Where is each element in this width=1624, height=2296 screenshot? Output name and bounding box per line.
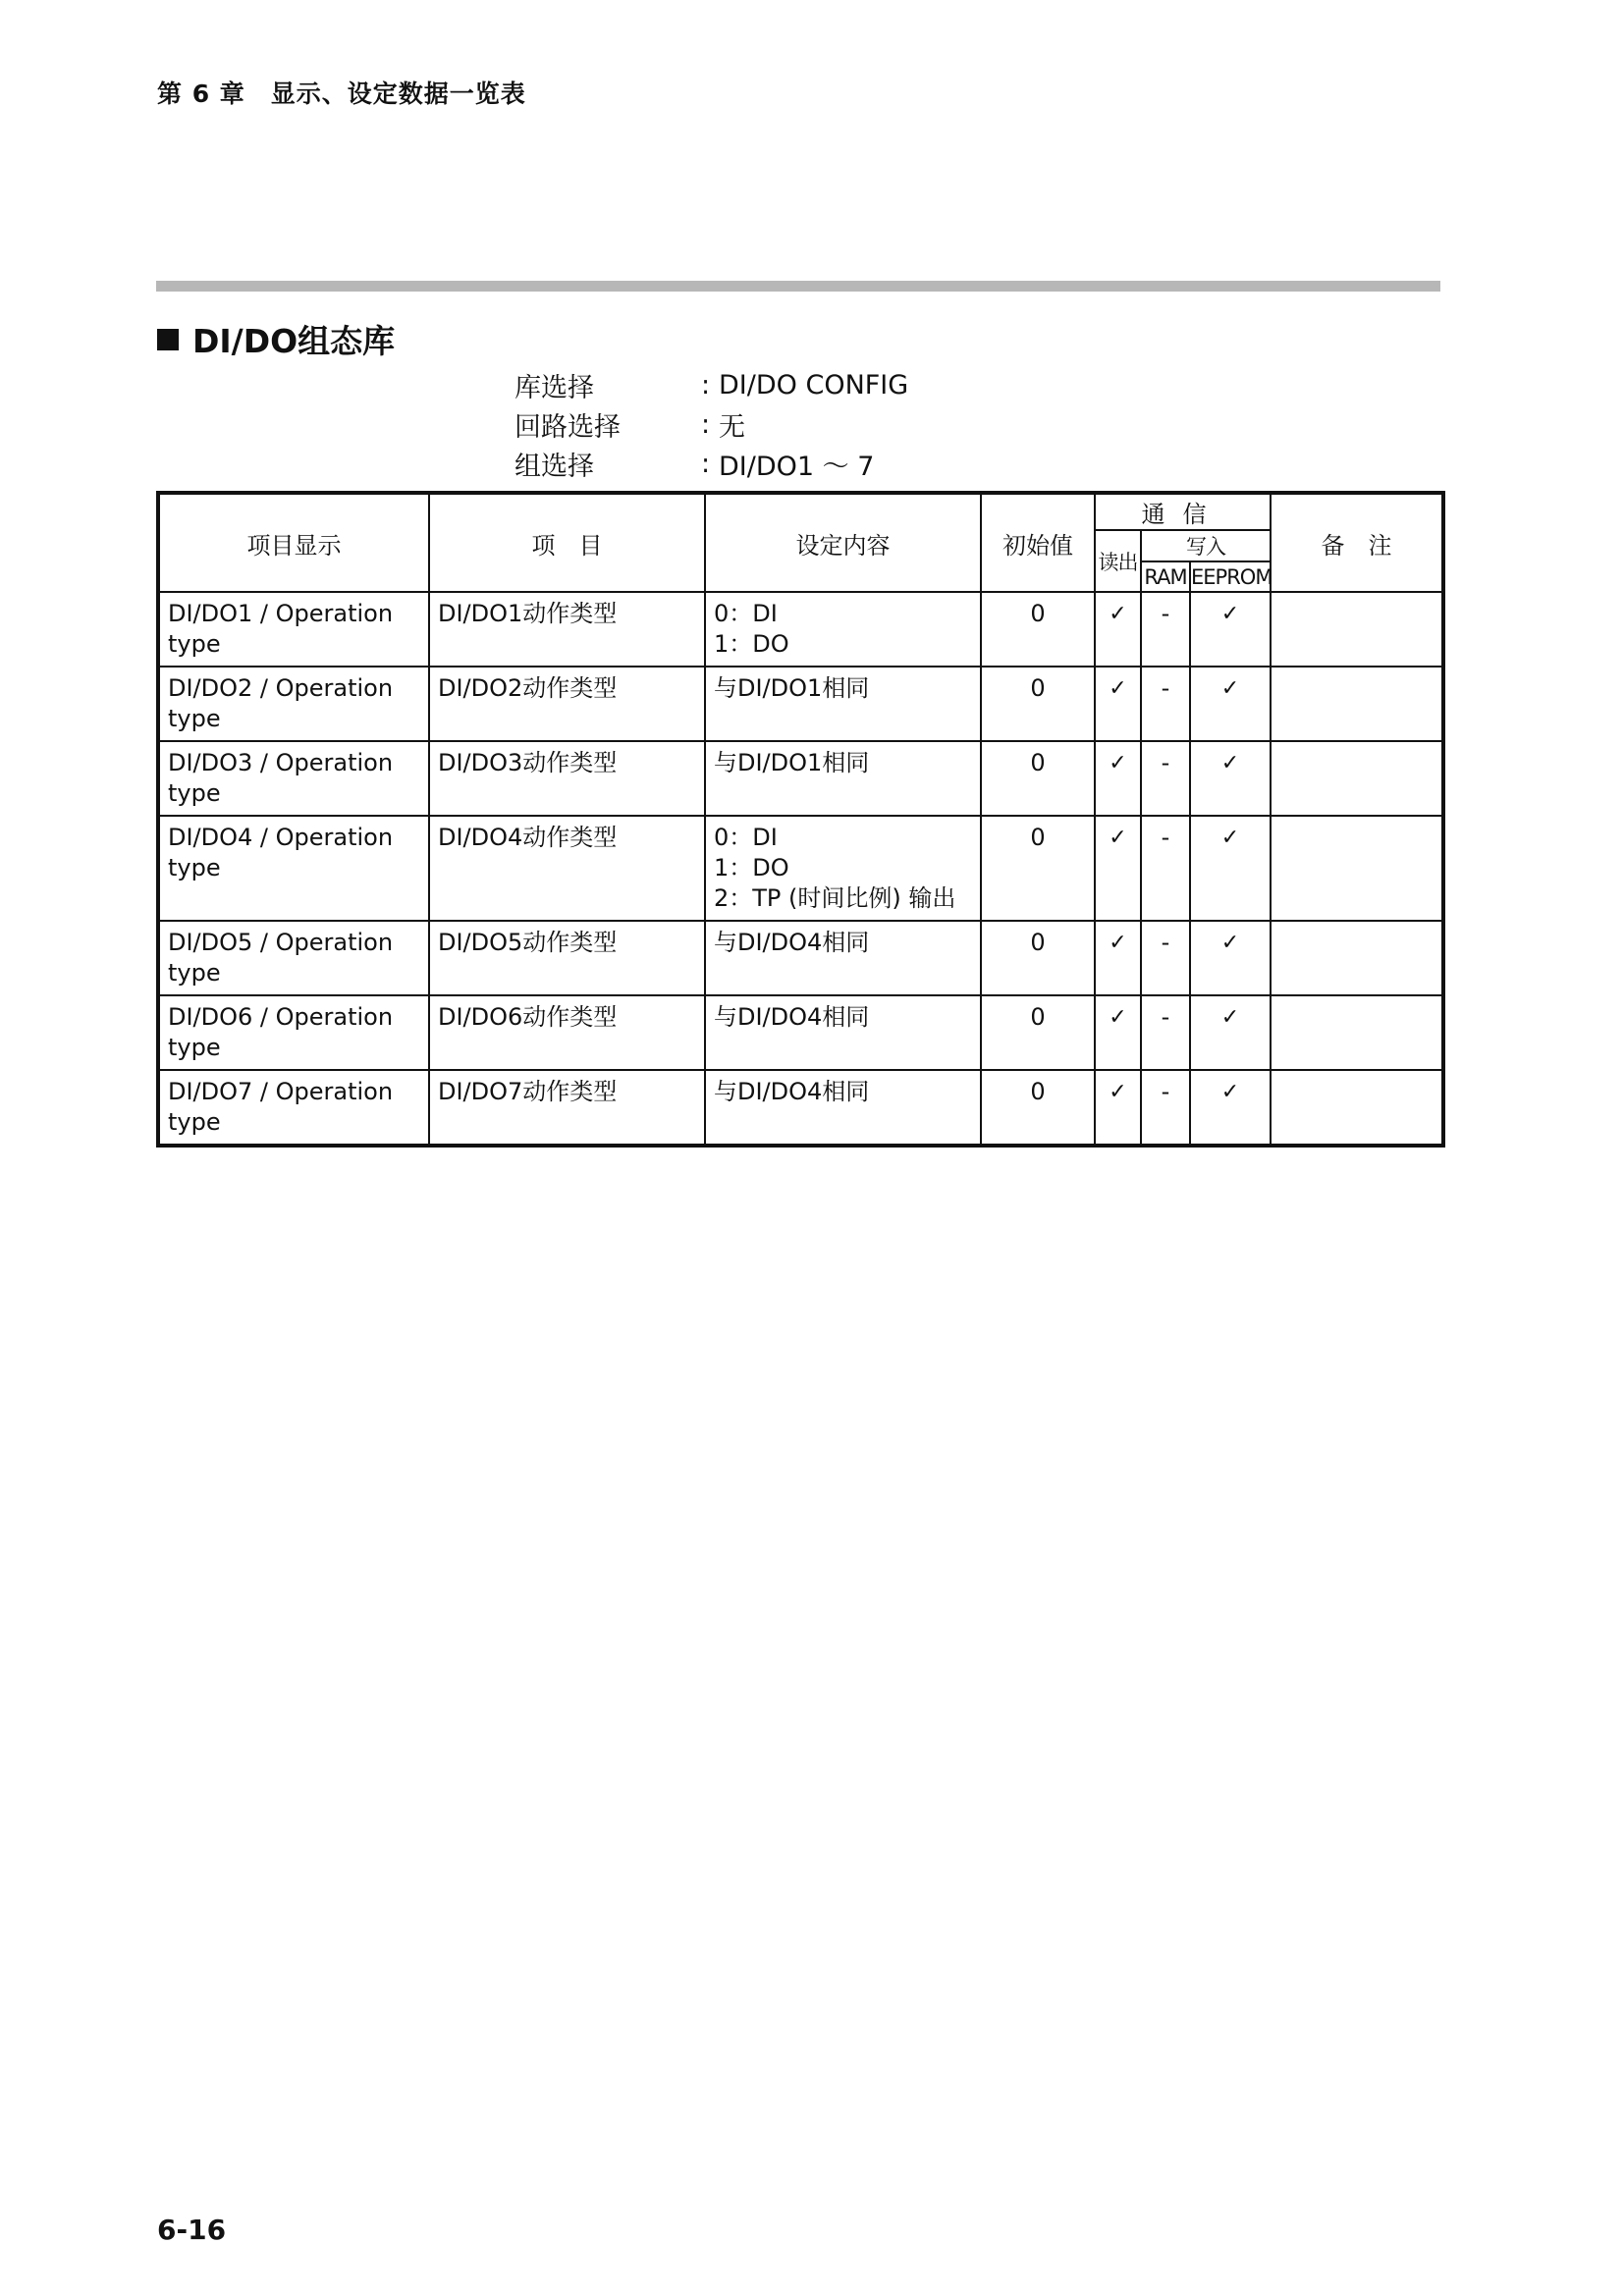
read-check-icon: ✓ xyxy=(1095,1070,1141,1146)
cell-initial: 0 xyxy=(981,816,1095,921)
cell-remark xyxy=(1271,816,1443,921)
cell-display-line: DI/DO2 / Operation xyxy=(168,674,394,702)
read-check-icon: ✓ xyxy=(1095,816,1141,921)
cell-display-line: DI/DO7 / Operation xyxy=(168,1078,394,1105)
section-divider xyxy=(156,281,1440,292)
cell-remark xyxy=(1271,995,1443,1070)
header-eeprom: EEPROM xyxy=(1190,561,1271,592)
cell-initial: 0 xyxy=(981,592,1095,667)
square-bullet-icon xyxy=(157,329,179,350)
read-check-icon: ✓ xyxy=(1095,995,1141,1070)
cell-content-line: 与DI/DO4相同 xyxy=(714,929,870,956)
table-row xyxy=(158,667,1443,741)
cell-display xyxy=(158,741,429,816)
table-row xyxy=(158,741,1443,816)
cell-content xyxy=(705,816,981,921)
meta-label: 回路选择 xyxy=(514,411,621,443)
cell-ram: - xyxy=(1141,816,1190,921)
cell-display-line: type xyxy=(168,779,221,807)
table-row xyxy=(158,1070,1443,1146)
header-write: 写入 xyxy=(1141,530,1271,561)
cell-ram: - xyxy=(1141,592,1190,667)
cell-ram: - xyxy=(1141,995,1190,1070)
cell-item: DI/DO5动作类型 xyxy=(429,921,705,995)
cell-remark xyxy=(1271,1070,1443,1146)
header-remark: 备 注 xyxy=(1271,493,1443,592)
cell-content-line: 0：DI xyxy=(714,824,778,851)
cell-content-line: 1：DO xyxy=(714,854,789,881)
cell-content-line: 与DI/DO4相同 xyxy=(714,1003,870,1031)
cell-initial: 0 xyxy=(981,1070,1095,1146)
cell-remark xyxy=(1271,741,1443,816)
header-initial: 初始值 xyxy=(981,493,1095,592)
header-ram: RAM xyxy=(1141,561,1190,592)
read-check-icon: ✓ xyxy=(1095,741,1141,816)
cell-display-line: type xyxy=(168,854,221,881)
cell-content xyxy=(705,592,981,667)
eeprom-check-icon: ✓ xyxy=(1190,667,1271,741)
eeprom-check-icon: ✓ xyxy=(1190,592,1271,667)
cell-display-line: DI/DO1 / Operation xyxy=(168,600,394,627)
cell-content xyxy=(705,921,981,995)
cell-content xyxy=(705,1070,981,1146)
eeprom-check-icon: ✓ xyxy=(1190,921,1271,995)
table-row xyxy=(158,816,1443,921)
config-table xyxy=(156,491,1445,1148)
cell-display-line: type xyxy=(168,1108,221,1136)
cell-content-line: 0：DI xyxy=(714,600,778,627)
cell-content-line: 与DI/DO1相同 xyxy=(714,674,870,702)
read-check-icon: ✓ xyxy=(1095,667,1141,741)
meta-value: 无 xyxy=(719,411,745,443)
cell-content xyxy=(705,741,981,816)
cell-display xyxy=(158,1070,429,1146)
meta-separator: : xyxy=(701,448,711,479)
cell-display xyxy=(158,921,429,995)
cell-display xyxy=(158,995,429,1070)
cell-display-line: DI/DO4 / Operation xyxy=(168,824,394,851)
cell-initial: 0 xyxy=(981,921,1095,995)
cell-display xyxy=(158,667,429,741)
cell-display-line: DI/DO3 / Operation xyxy=(168,749,394,776)
cell-item: DI/DO1动作类型 xyxy=(429,592,705,667)
cell-display xyxy=(158,592,429,667)
cell-initial: 0 xyxy=(981,667,1095,741)
cell-item: DI/DO3动作类型 xyxy=(429,741,705,816)
cell-ram: - xyxy=(1141,741,1190,816)
cell-item: DI/DO2动作类型 xyxy=(429,667,705,741)
cell-display-line: DI/DO5 / Operation xyxy=(168,929,394,956)
meta-row xyxy=(514,444,908,483)
cell-display-line: type xyxy=(168,705,221,732)
cell-initial: 0 xyxy=(981,741,1095,816)
meta-row xyxy=(514,404,908,444)
cell-item: DI/DO4动作类型 xyxy=(429,816,705,921)
read-check-icon: ✓ xyxy=(1095,921,1141,995)
cell-content-line: 1：DO xyxy=(714,630,789,658)
cell-ram: - xyxy=(1141,1070,1190,1146)
eeprom-check-icon: ✓ xyxy=(1190,816,1271,921)
cell-initial: 0 xyxy=(981,995,1095,1070)
eeprom-check-icon: ✓ xyxy=(1190,995,1271,1070)
table-row xyxy=(158,921,1443,995)
cell-display-line: type xyxy=(168,1034,221,1061)
section-title-text: DI/DO组态库 xyxy=(192,322,396,360)
cell-remark xyxy=(1271,921,1443,995)
meta-row xyxy=(514,365,908,404)
eeprom-check-icon: ✓ xyxy=(1190,1070,1271,1146)
selection-info xyxy=(514,365,908,483)
cell-content-line: 与DI/DO4相同 xyxy=(714,1078,870,1105)
cell-content xyxy=(705,995,981,1070)
header-item: 项 目 xyxy=(429,493,705,592)
cell-display-line: type xyxy=(168,630,221,658)
meta-value: DI/DO1 ～ 7 xyxy=(719,451,875,482)
meta-separator: : xyxy=(701,369,711,400)
eeprom-check-icon: ✓ xyxy=(1190,741,1271,816)
section-title xyxy=(157,316,395,362)
header-comm: 通信 xyxy=(1095,493,1271,530)
cell-display-line: DI/DO6 / Operation xyxy=(168,1003,394,1031)
meta-label: 组选择 xyxy=(514,451,594,482)
cell-ram: - xyxy=(1141,921,1190,995)
header-content: 设定内容 xyxy=(705,493,981,592)
header-read: 读出 xyxy=(1095,530,1141,592)
read-check-icon: ✓ xyxy=(1095,592,1141,667)
cell-display-line: type xyxy=(168,959,221,987)
cell-ram: - xyxy=(1141,667,1190,741)
table-row xyxy=(158,995,1443,1070)
cell-display xyxy=(158,816,429,921)
cell-item: DI/DO6动作类型 xyxy=(429,995,705,1070)
cell-content xyxy=(705,667,981,741)
meta-value: DI/DO CONFIG xyxy=(719,369,909,400)
header-display: 项目显示 xyxy=(158,493,429,592)
meta-separator: : xyxy=(701,408,711,440)
cell-item: DI/DO7动作类型 xyxy=(429,1070,705,1146)
meta-label: 库选择 xyxy=(514,372,594,403)
cell-remark xyxy=(1271,667,1443,741)
cell-content-line: 2：TP (时间比例) 输出 xyxy=(714,884,956,912)
chapter-header: 第 6 章 显示、设定数据一览表 xyxy=(157,80,526,108)
table-row xyxy=(158,592,1443,667)
cell-remark xyxy=(1271,592,1443,667)
page-number: 6-16 xyxy=(157,2214,227,2246)
cell-content-line: 与DI/DO1相同 xyxy=(714,749,870,776)
